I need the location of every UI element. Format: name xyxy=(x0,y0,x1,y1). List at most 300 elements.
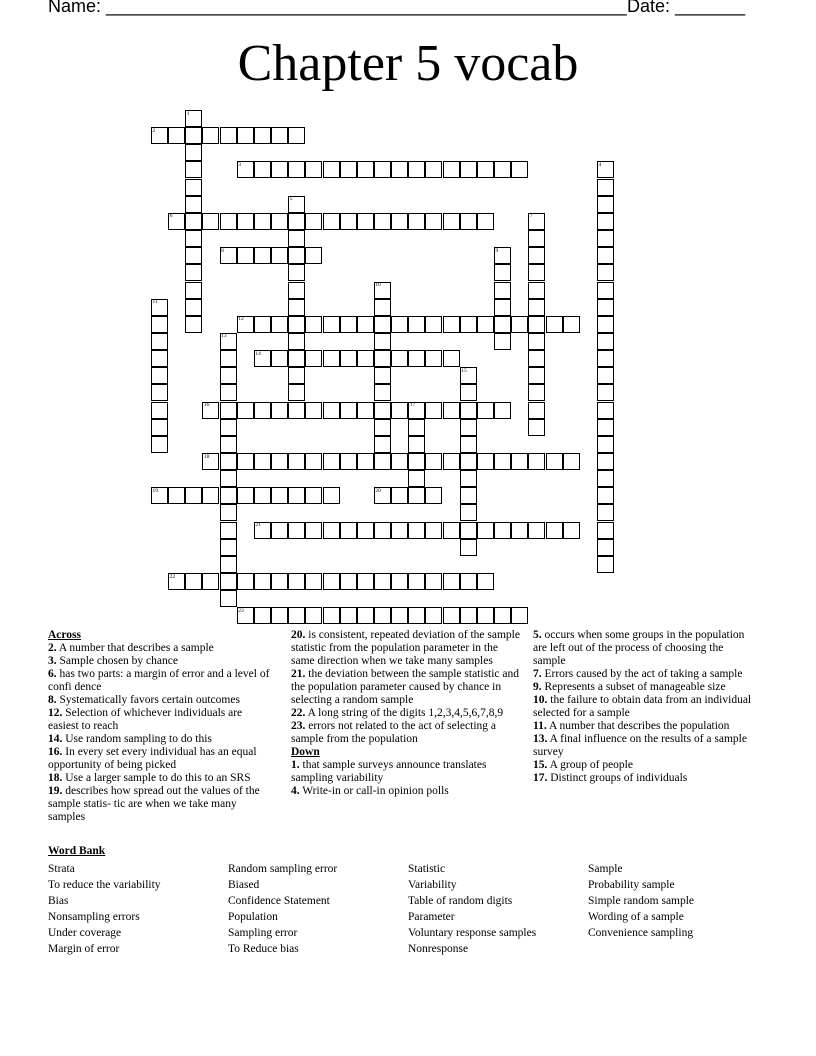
crossword-cell[interactable] xyxy=(597,453,614,470)
crossword-cell[interactable] xyxy=(477,402,494,419)
crossword-cell[interactable] xyxy=(528,384,545,401)
crossword-cell[interactable] xyxy=(220,487,237,504)
crossword-cell[interactable] xyxy=(340,453,357,470)
crossword-cell[interactable] xyxy=(597,230,614,247)
crossword-cell[interactable] xyxy=(374,367,391,384)
word-bank-column-1 xyxy=(48,861,161,957)
crossword-cell[interactable] xyxy=(254,127,271,144)
crossword-cell[interactable] xyxy=(494,333,511,350)
crossword-cell[interactable] xyxy=(288,247,305,264)
crossword-cell[interactable] xyxy=(425,213,442,230)
crossword-cell[interactable] xyxy=(408,522,425,539)
crossword-cell[interactable] xyxy=(288,213,305,230)
crossword-cell[interactable] xyxy=(220,539,237,556)
clue-number: 13. xyxy=(533,733,548,745)
crossword-cell[interactable] xyxy=(460,539,477,556)
crossword-cell[interactable] xyxy=(460,607,477,624)
crossword-cell[interactable] xyxy=(408,573,425,590)
crossword-cell[interactable] xyxy=(254,487,271,504)
crossword-cell[interactable] xyxy=(237,402,254,419)
crossword-cell[interactable] xyxy=(597,299,614,316)
crossword-cell[interactable] xyxy=(202,213,219,230)
crossword-cell[interactable] xyxy=(202,573,219,590)
crossword-cell[interactable] xyxy=(288,573,305,590)
crossword-cell[interactable] xyxy=(323,350,340,367)
crossword-cell[interactable] xyxy=(494,282,511,299)
crossword-cell[interactable] xyxy=(443,573,460,590)
crossword-cell[interactable] xyxy=(168,127,185,144)
crossword-cell[interactable] xyxy=(597,402,614,419)
crossword-cell[interactable] xyxy=(271,316,288,333)
crossword-cell[interactable] xyxy=(546,453,563,470)
crossword-cell[interactable] xyxy=(494,161,511,178)
crossword-cell[interactable] xyxy=(528,282,545,299)
crossword-cell[interactable] xyxy=(546,522,563,539)
crossword-cell[interactable] xyxy=(460,436,477,453)
crossword-cell[interactable] xyxy=(323,607,340,624)
crossword-cell[interactable] xyxy=(254,402,271,419)
crossword-cell[interactable] xyxy=(220,470,237,487)
crossword-cell[interactable] xyxy=(563,522,580,539)
crossword-cell[interactable] xyxy=(408,350,425,367)
crossword-cell[interactable] xyxy=(374,316,391,333)
crossword-cell[interactable] xyxy=(237,213,254,230)
crossword-cell[interactable] xyxy=(460,161,477,178)
crossword-cell[interactable] xyxy=(425,350,442,367)
crossword-cell[interactable] xyxy=(460,573,477,590)
crossword-cell[interactable] xyxy=(408,487,425,504)
crossword-cell[interactable] xyxy=(460,453,477,470)
crossword-cell[interactable] xyxy=(563,453,580,470)
crossword-cell[interactable] xyxy=(443,402,460,419)
crossword-cell[interactable] xyxy=(237,487,254,504)
crossword-cell[interactable] xyxy=(288,522,305,539)
crossword-cell[interactable] xyxy=(477,607,494,624)
crossword-cell[interactable] xyxy=(357,316,374,333)
crossword-cell[interactable] xyxy=(340,573,357,590)
crossword-cell[interactable] xyxy=(443,213,460,230)
clue-item xyxy=(48,785,270,824)
crossword-cell[interactable] xyxy=(288,282,305,299)
crossword-cell[interactable] xyxy=(391,402,408,419)
clue-number: 5. xyxy=(533,629,542,641)
crossword-cell[interactable] xyxy=(340,350,357,367)
crossword-cell[interactable] xyxy=(357,607,374,624)
crossword-cell[interactable] xyxy=(597,556,614,573)
crossword-cell[interactable] xyxy=(151,402,168,419)
crossword-cell[interactable] xyxy=(425,402,442,419)
crossword-cell[interactable] xyxy=(374,350,391,367)
crossword-cell[interactable] xyxy=(408,470,425,487)
crossword-cell[interactable] xyxy=(305,522,322,539)
crossword-cell[interactable] xyxy=(374,402,391,419)
crossword-cell[interactable] xyxy=(288,127,305,144)
crossword-cell[interactable] xyxy=(374,161,391,178)
crossword-cell[interactable] xyxy=(425,487,442,504)
crossword-cell[interactable] xyxy=(288,161,305,178)
crossword-cell[interactable] xyxy=(357,161,374,178)
crossword-cell[interactable] xyxy=(151,350,168,367)
crossword-cell[interactable] xyxy=(494,299,511,316)
crossword-cell[interactable] xyxy=(254,161,271,178)
crossword-cell[interactable] xyxy=(288,607,305,624)
crossword-cell[interactable] xyxy=(254,213,271,230)
crossword-cell[interactable] xyxy=(323,522,340,539)
crossword-cell[interactable] xyxy=(168,487,185,504)
crossword-cell[interactable] xyxy=(185,230,202,247)
crossword-cell[interactable] xyxy=(477,316,494,333)
crossword-cell[interactable] xyxy=(597,213,614,230)
crossword-cell[interactable] xyxy=(357,350,374,367)
crossword-cell[interactable] xyxy=(494,264,511,281)
clue-number-label: 21 xyxy=(255,522,261,529)
crossword-cell[interactable] xyxy=(494,607,511,624)
crossword-cell[interactable] xyxy=(511,161,528,178)
crossword-cell[interactable] xyxy=(220,556,237,573)
crossword-cell[interactable] xyxy=(340,522,357,539)
crossword-cell[interactable] xyxy=(443,607,460,624)
crossword-cell[interactable] xyxy=(374,419,391,436)
clue-item xyxy=(48,642,270,655)
crossword-cell[interactable] xyxy=(220,350,237,367)
crossword-cell[interactable] xyxy=(391,161,408,178)
crossword-cell[interactable] xyxy=(477,161,494,178)
clue-number: 10. xyxy=(533,694,548,706)
crossword-cell[interactable] xyxy=(374,522,391,539)
crossword-cell[interactable] xyxy=(391,316,408,333)
crossword-cell[interactable] xyxy=(477,453,494,470)
crossword-cell[interactable] xyxy=(597,384,614,401)
crossword-cell[interactable] xyxy=(323,487,340,504)
clue-text: Use random sampling to do this xyxy=(62,733,212,745)
crossword-cell[interactable] xyxy=(460,419,477,436)
crossword-cell[interactable] xyxy=(597,333,614,350)
crossword-cell[interactable] xyxy=(271,247,288,264)
crossword-cell[interactable] xyxy=(288,264,305,281)
crossword-cell[interactable] xyxy=(254,607,271,624)
crossword-cell[interactable] xyxy=(357,213,374,230)
crossword-cell[interactable] xyxy=(597,487,614,504)
crossword-cell[interactable] xyxy=(185,299,202,316)
crossword-cell[interactable] xyxy=(374,384,391,401)
crossword-cell[interactable] xyxy=(460,470,477,487)
crossword-cell[interactable] xyxy=(323,402,340,419)
clue-number: 15. xyxy=(533,759,548,771)
crossword-cell[interactable] xyxy=(185,264,202,281)
crossword-cell[interactable] xyxy=(425,573,442,590)
crossword-cell[interactable] xyxy=(151,436,168,453)
crossword-cell[interactable] xyxy=(305,247,322,264)
crossword-cell[interactable] xyxy=(408,419,425,436)
crossword-cell[interactable] xyxy=(151,419,168,436)
crossword-cell[interactable] xyxy=(323,161,340,178)
crossword-cell[interactable] xyxy=(528,522,545,539)
crossword-cell[interactable] xyxy=(271,213,288,230)
crossword-cell[interactable] xyxy=(477,213,494,230)
crossword-cell[interactable] xyxy=(528,453,545,470)
crossword-cell[interactable] xyxy=(374,607,391,624)
crossword-cell[interactable] xyxy=(391,607,408,624)
crossword-cell[interactable] xyxy=(220,522,237,539)
crossword-cell[interactable] xyxy=(528,367,545,384)
crossword-cell[interactable] xyxy=(220,436,237,453)
clue-number: 16. xyxy=(48,746,63,758)
crossword-cell[interactable] xyxy=(254,573,271,590)
crossword-cell[interactable] xyxy=(546,316,563,333)
crossword-cell[interactable] xyxy=(408,607,425,624)
crossword-cell[interactable] xyxy=(597,470,614,487)
crossword-cell[interactable] xyxy=(271,453,288,470)
crossword-cell[interactable] xyxy=(528,264,545,281)
crossword-cell[interactable] xyxy=(185,487,202,504)
crossword-cell[interactable] xyxy=(254,316,271,333)
clues-column-1 xyxy=(48,629,270,824)
clue-item xyxy=(533,681,755,694)
crossword-cell[interactable] xyxy=(528,316,545,333)
crossword-cell[interactable] xyxy=(271,607,288,624)
crossword-cell[interactable] xyxy=(511,316,528,333)
clue-item xyxy=(533,733,755,759)
crossword-cell[interactable] xyxy=(408,213,425,230)
crossword-cell[interactable] xyxy=(220,127,237,144)
crossword-cell[interactable] xyxy=(271,402,288,419)
crossword-cell[interactable] xyxy=(477,522,494,539)
crossword-cell[interactable] xyxy=(151,384,168,401)
crossword-cell[interactable] xyxy=(357,402,374,419)
clue-number-label: 10 xyxy=(375,282,381,288)
crossword-cell[interactable] xyxy=(185,144,202,161)
crossword-cell[interactable] xyxy=(288,487,305,504)
crossword-cell[interactable] xyxy=(460,504,477,521)
crossword-cell[interactable] xyxy=(563,316,580,333)
crossword-cell[interactable] xyxy=(374,453,391,470)
crossword-cell[interactable] xyxy=(185,127,202,144)
crossword-cell[interactable] xyxy=(151,316,168,333)
crossword-cell[interactable] xyxy=(271,522,288,539)
crossword-cell[interactable] xyxy=(340,607,357,624)
crossword-cell[interactable] xyxy=(323,213,340,230)
crossword-cell[interactable] xyxy=(185,573,202,590)
crossword-cell[interactable] xyxy=(528,419,545,436)
crossword-cell[interactable] xyxy=(391,573,408,590)
crossword-cell[interactable] xyxy=(151,333,168,350)
clue-text: errors not related to the act of selecting a sample from the population xyxy=(291,720,497,745)
crossword-cell[interactable] xyxy=(528,402,545,419)
crossword-cell[interactable] xyxy=(288,384,305,401)
crossword-cell[interactable] xyxy=(305,402,322,419)
crossword-cell[interactable] xyxy=(185,179,202,196)
crossword-cell[interactable] xyxy=(597,179,614,196)
crossword-cell[interactable] xyxy=(374,333,391,350)
crossword-cell[interactable] xyxy=(511,522,528,539)
crossword-cell[interactable] xyxy=(271,161,288,178)
word-bank-heading: Word Bank xyxy=(48,845,106,857)
crossword-cell[interactable] xyxy=(340,316,357,333)
crossword-cell[interactable] xyxy=(443,350,460,367)
clue-number-label: 12 xyxy=(238,316,244,323)
crossword-cell[interactable] xyxy=(220,419,237,436)
crossword-cell[interactable] xyxy=(185,316,202,333)
crossword-cell[interactable] xyxy=(288,402,305,419)
crossword-cell[interactable] xyxy=(494,522,511,539)
crossword-cell[interactable] xyxy=(271,350,288,367)
clue-number-label: 1 xyxy=(186,110,190,117)
crossword-cell[interactable] xyxy=(288,453,305,470)
crossword-cell[interactable] xyxy=(305,316,322,333)
crossword-cell[interactable] xyxy=(460,402,477,419)
crossword-cell[interactable] xyxy=(460,522,477,539)
crossword-cell[interactable] xyxy=(597,282,614,299)
crossword-cell[interactable] xyxy=(305,573,322,590)
crossword-cell[interactable] xyxy=(460,316,477,333)
crossword-cell[interactable] xyxy=(305,607,322,624)
crossword-cell[interactable] xyxy=(597,504,614,521)
crossword-cell[interactable] xyxy=(185,213,202,230)
clue-text: Systematically favors certain outcomes xyxy=(56,694,240,706)
crossword-cell[interactable] xyxy=(305,487,322,504)
clue-number: 23. xyxy=(291,720,306,732)
crossword-cell[interactable] xyxy=(357,522,374,539)
crossword-cell[interactable] xyxy=(597,247,614,264)
crossword-cell[interactable] xyxy=(323,316,340,333)
crossword-cell[interactable] xyxy=(202,127,219,144)
crossword-cell[interactable] xyxy=(408,436,425,453)
down-clue-list-continued xyxy=(533,629,755,785)
crossword-cell[interactable] xyxy=(220,573,237,590)
crossword-cell[interactable] xyxy=(220,504,237,521)
clue-text: Represents a subset of manageable size xyxy=(541,681,726,693)
crossword-cell[interactable] xyxy=(597,196,614,213)
crossword-cell[interactable] xyxy=(494,316,511,333)
crossword-cell[interactable] xyxy=(460,487,477,504)
crossword-cell[interactable] xyxy=(511,453,528,470)
crossword-cell[interactable] xyxy=(151,367,168,384)
crossword-cell[interactable] xyxy=(220,590,237,607)
crossword-cell[interactable] xyxy=(391,213,408,230)
crossword-cell[interactable] xyxy=(323,573,340,590)
clue-number-label: 19 xyxy=(152,487,158,494)
crossword-cell[interactable] xyxy=(597,367,614,384)
crossword-cell[interactable] xyxy=(374,213,391,230)
clue-item xyxy=(48,772,270,785)
clue-number: 22. xyxy=(291,707,306,719)
crossword-cell[interactable] xyxy=(185,161,202,178)
crossword-cell[interactable] xyxy=(237,453,254,470)
crossword-cell[interactable] xyxy=(340,402,357,419)
crossword-cell[interactable] xyxy=(288,299,305,316)
crossword-cell[interactable] xyxy=(597,539,614,556)
clue-item xyxy=(291,629,524,668)
crossword-cell[interactable] xyxy=(220,367,237,384)
crossword-cell[interactable] xyxy=(391,350,408,367)
crossword-cell[interactable] xyxy=(408,453,425,470)
clue-number-label: 13 xyxy=(221,333,227,340)
crossword-cell[interactable] xyxy=(494,453,511,470)
crossword-cell[interactable] xyxy=(237,127,254,144)
crossword-cell[interactable] xyxy=(528,333,545,350)
crossword-cell[interactable] xyxy=(425,453,442,470)
crossword-cell[interactable] xyxy=(185,282,202,299)
crossword-cell[interactable] xyxy=(271,127,288,144)
crossword-cell[interactable] xyxy=(425,161,442,178)
crossword-cell[interactable] xyxy=(288,367,305,384)
crossword-cell[interactable] xyxy=(597,419,614,436)
crossword-cell[interactable] xyxy=(220,384,237,401)
crossword-cell[interactable] xyxy=(305,161,322,178)
crossword-cell[interactable] xyxy=(237,247,254,264)
crossword-cell[interactable] xyxy=(443,453,460,470)
crossword-cell[interactable] xyxy=(237,573,254,590)
clues-column-3 xyxy=(533,629,755,785)
crossword-cell[interactable] xyxy=(460,213,477,230)
crossword-cell[interactable] xyxy=(425,522,442,539)
crossword-cell[interactable] xyxy=(305,350,322,367)
crossword-cell[interactable] xyxy=(288,230,305,247)
crossword-cell[interactable] xyxy=(340,161,357,178)
clue-text: Errors caused by the act of taking a sample xyxy=(541,668,743,680)
crossword-cell[interactable] xyxy=(597,350,614,367)
word-bank-term: Voluntary response samples xyxy=(408,927,537,939)
crossword-cell[interactable] xyxy=(271,487,288,504)
crossword-cell[interactable] xyxy=(185,247,202,264)
crossword-cell[interactable] xyxy=(254,453,271,470)
crossword-cell[interactable] xyxy=(528,350,545,367)
clue-item xyxy=(291,668,524,707)
crossword-cell[interactable] xyxy=(597,436,614,453)
crossword-cell[interactable] xyxy=(288,333,305,350)
crossword-cell[interactable] xyxy=(528,247,545,264)
crossword-cell[interactable] xyxy=(254,247,271,264)
crossword-cell[interactable] xyxy=(597,264,614,281)
crossword-cell[interactable] xyxy=(443,316,460,333)
crossword-cell[interactable] xyxy=(443,522,460,539)
crossword-cell[interactable] xyxy=(408,161,425,178)
crossword-cell[interactable] xyxy=(220,453,237,470)
crossword-cell[interactable] xyxy=(477,573,494,590)
crossword-cell[interactable] xyxy=(220,402,237,419)
crossword-cell[interactable] xyxy=(185,196,202,213)
crossword-cell[interactable] xyxy=(220,213,237,230)
crossword-cell[interactable] xyxy=(425,316,442,333)
crossword-cell[interactable] xyxy=(528,230,545,247)
crossword-cell[interactable] xyxy=(271,573,288,590)
crossword-cell[interactable] xyxy=(288,316,305,333)
crossword-cell[interactable] xyxy=(408,316,425,333)
crossword-cell[interactable] xyxy=(494,402,511,419)
crossword-cell[interactable] xyxy=(323,453,340,470)
crossword-cell[interactable] xyxy=(357,453,374,470)
crossword-cell[interactable] xyxy=(391,453,408,470)
crossword-cell[interactable] xyxy=(460,384,477,401)
crossword-cell[interactable] xyxy=(340,213,357,230)
crossword-cell[interactable] xyxy=(374,436,391,453)
crossword-cell[interactable] xyxy=(597,522,614,539)
crossword-cell[interactable] xyxy=(511,607,528,624)
crossword-cell[interactable] xyxy=(305,453,322,470)
crossword-cell[interactable] xyxy=(374,573,391,590)
crossword-cell[interactable] xyxy=(391,522,408,539)
crossword-cell[interactable] xyxy=(305,213,322,230)
crossword-cell[interactable] xyxy=(528,299,545,316)
crossword-cell[interactable] xyxy=(425,607,442,624)
crossword-cell[interactable] xyxy=(443,161,460,178)
crossword-cell[interactable] xyxy=(391,487,408,504)
crossword-cell[interactable] xyxy=(357,573,374,590)
crossword-cell[interactable] xyxy=(374,299,391,316)
crossword-cell[interactable] xyxy=(597,316,614,333)
crossword-cell[interactable] xyxy=(202,487,219,504)
crossword-cell[interactable] xyxy=(288,350,305,367)
